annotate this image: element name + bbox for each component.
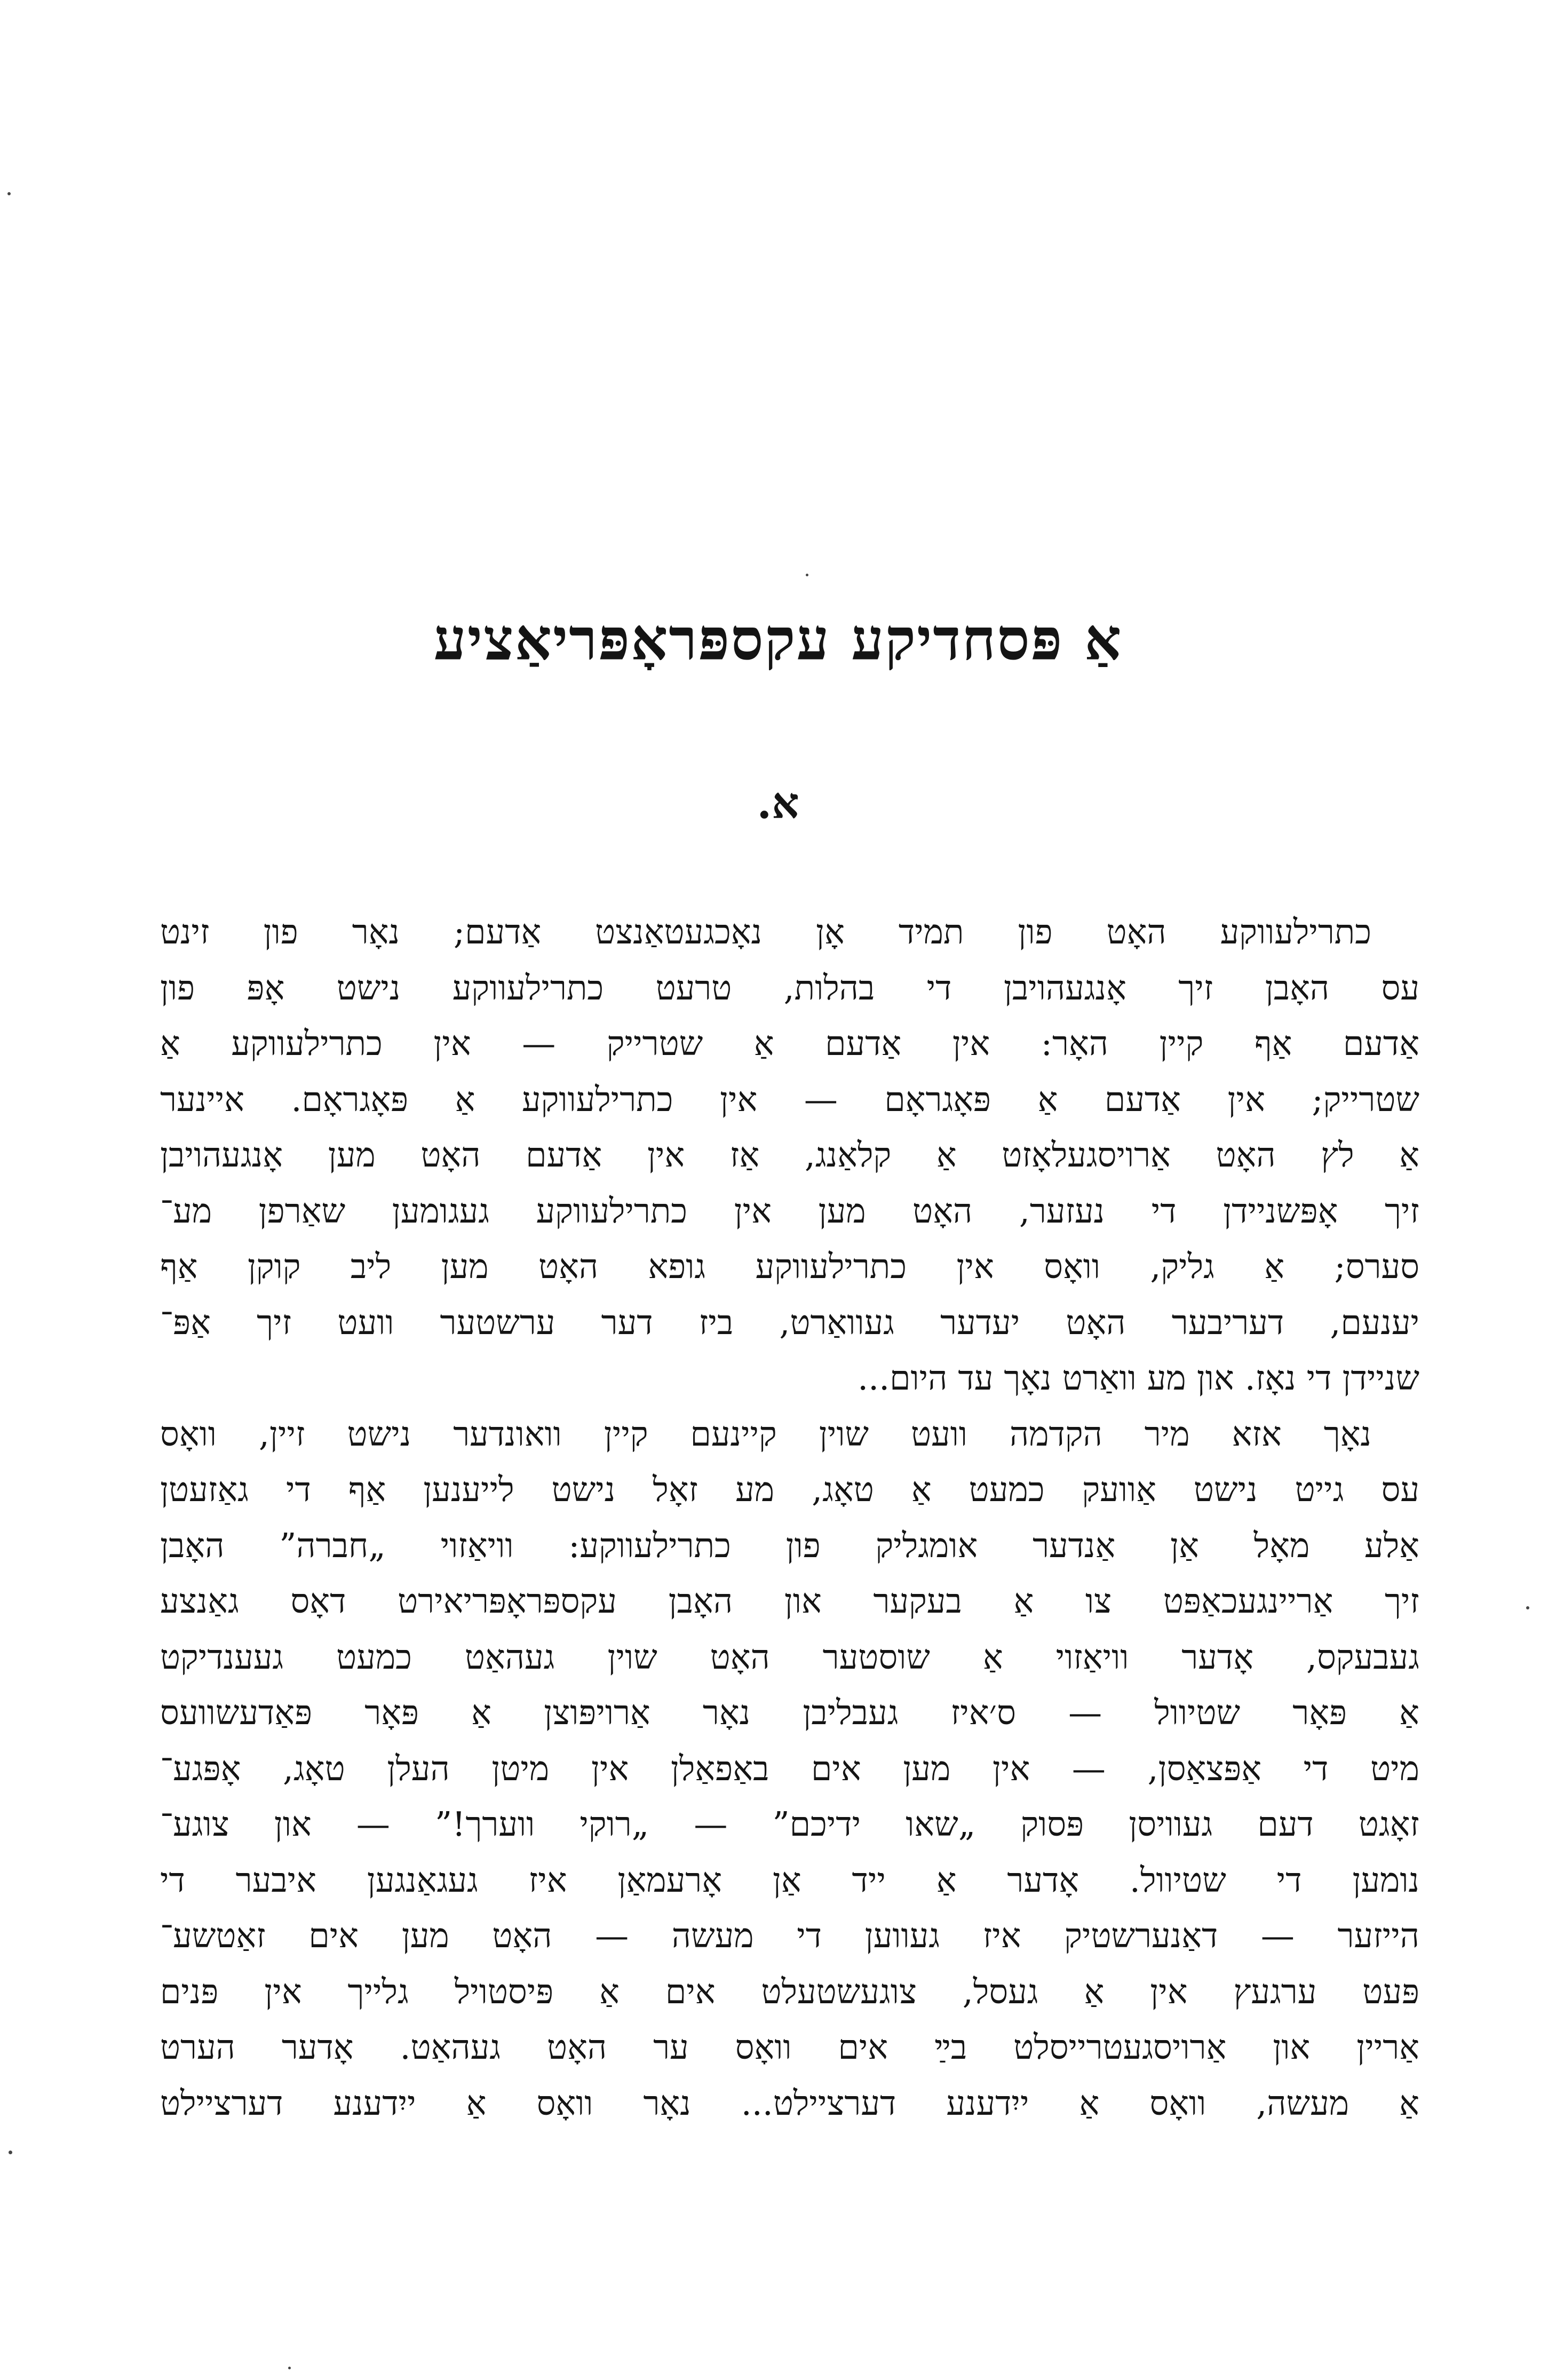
text-line: סערס; אַ גליק, וואָס אין כתרילעווקע גופא האָט מען ליב קוקן אַף <box>160 1247 1419 1286</box>
text-line: זאָגט דעם געוויסן פּסוק „שאו ידיכם” — „רוקי ווערך!” — און צוגע־ <box>160 1805 1419 1844</box>
text-line: הייזער — דאַנערשטיק איז געווען די מעשה — האָט מען אים זאַטשע־ <box>160 1916 1419 1955</box>
text-line: געבעקס, אָדער וויאַזוי אַ שוסטער האָט שוין געהאַט כמעט געענדיקט <box>160 1637 1419 1677</box>
text-line: אַדעם אַף קיין האָר: אין אַדעם אַ שטרייק — אין כתרילעווקע אַ <box>160 1024 1419 1063</box>
section-number: א. <box>757 778 799 828</box>
text-line: נומען די שטיוול. אָדער אַ ייד אַן אָרעמאַן איז געגאַנגען איבער די <box>160 1860 1419 1900</box>
scan-speck <box>7 192 11 195</box>
scan-speck <box>288 2367 291 2369</box>
scan-speck <box>9 2151 12 2154</box>
text-line: זיך אַריינגעכאַפּט צו אַ בעקער און האָבן עקספּראָפּריאירט דאָס גאַנצע <box>160 1582 1419 1621</box>
body-text <box>160 905 1419 2131</box>
text-line: מיט די אַפּצאַסן, — אין מען אים באַפאַלן אין מיטן העלן טאָג, אָפּגע־ <box>160 1749 1419 1788</box>
text-line: שניידן די נאָז. און מע וואַרט נאָך עד היום... <box>858 1359 1419 1398</box>
text-line: אַריין און אַרויסגעטרייסלט בײַ אים וואָס ער האָט געהאַט. אָדער הערט <box>160 2028 1419 2067</box>
scan-speck <box>1526 1606 1529 1609</box>
scan-speck <box>806 574 808 576</box>
text-line: שטרייק; אין אַדעם אַ פּאָגראָם — אין כתרילעווקע אַ פּאָגראָם. איינער <box>160 1080 1419 1119</box>
text-line: עס האָבן זיך אָנגעהויבן די בהלות, טרעט כתרילעווקע נישט אָפּ פון <box>160 968 1419 1007</box>
text-line: נאָך אזא מיר הקדמה וועט שוין קיינעם קיין וואונדער נישט זיין, וואָס <box>160 1414 1371 1454</box>
chapter-title: אַ פּסחדיקע עקספּראָפּריאַציע <box>433 606 1123 673</box>
text-line: יענעם, דעריבער האָט יעדער געוואַרט, ביז דער ערשטער וועט זיך אַפּ־ <box>160 1303 1419 1342</box>
text-line: אַ מעשה, וואָס אַ ייִדענע דערציילט... נאָר וואָס אַ ייִדענע דערציילט <box>160 2083 1419 2123</box>
text-line: אַלע מאָל אַן אַנדער אומגליק פון כתרילעווקע: וויאַזוי „חברה” האָבן <box>160 1526 1419 1565</box>
text-line: אַ לץ האָט אַרויסגעלאָזט אַ קלאַנג, אַז אין אַדעם האָט מען אָנגעהויבן <box>160 1136 1419 1175</box>
text-line: אַ פּאָר שטיוול — ס׳איז געבליבן נאָר אַרויפּוצן אַ פּאָר פּאַדעשוועס <box>160 1693 1419 1732</box>
text-line: פּעט ערגעץ אין אַ געסל, צוגעשטעלט אים אַ פּיסטויל גלייך אין פּנים <box>160 1972 1419 2011</box>
text-line: זיך אָפּשניידן די נעזער, האָט מען אין כתרילעווקע געגומען שאַרפן מע־ <box>160 1191 1419 1231</box>
text-line: כתרילעווקע האָט פון תמיד אָן נאָכגעטאַנצט אַדעם; נאָר פון זינט <box>160 913 1371 951</box>
text-line: עס גייט נישט אַוועק כמעט אַ טאָג, מע זאָל נישט לייענען אַף די גאַזעטן <box>160 1470 1419 1509</box>
